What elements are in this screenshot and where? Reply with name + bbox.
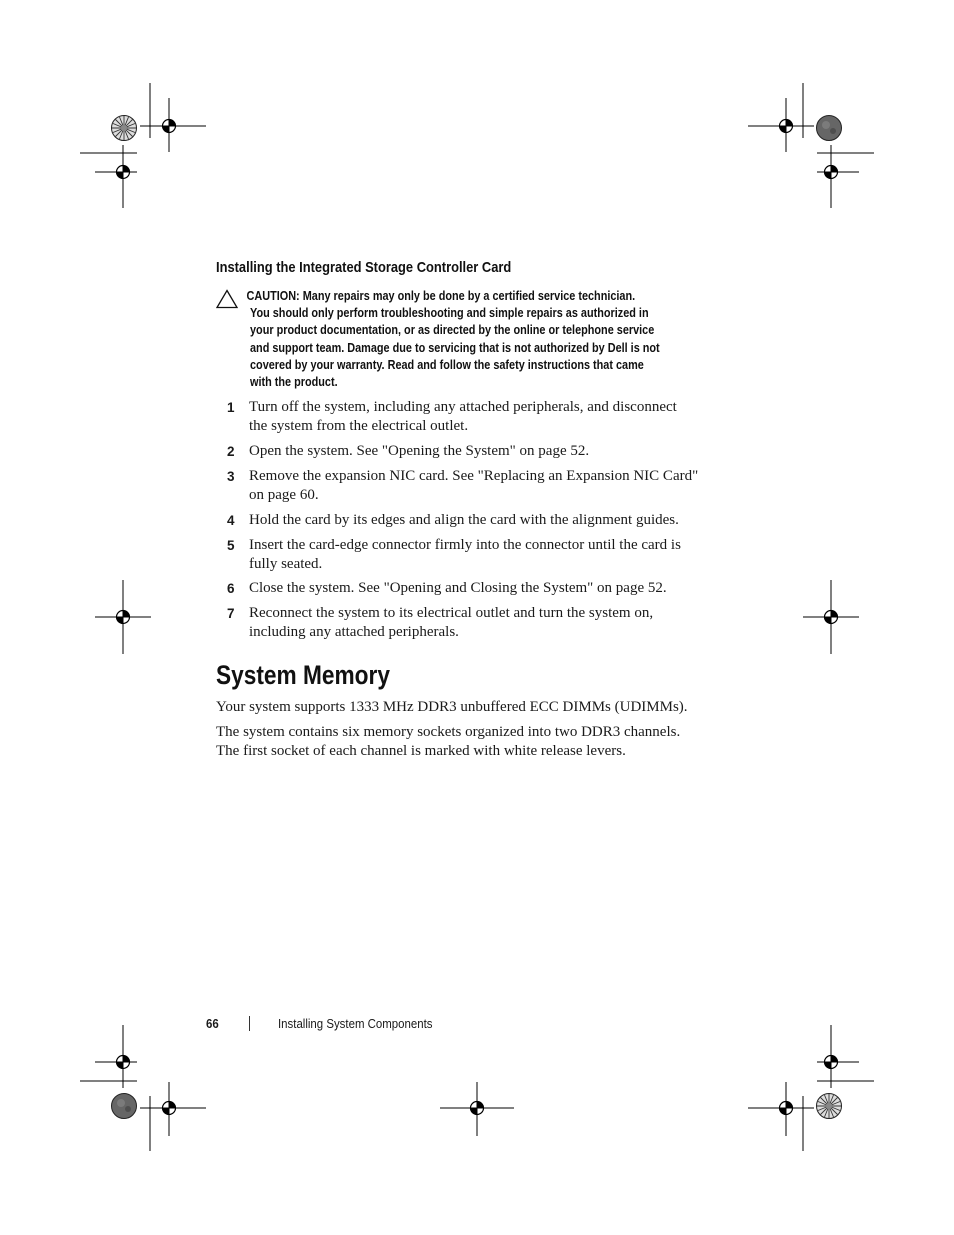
- step-number: 4: [227, 513, 235, 528]
- step-text: Remove the expansion NIC card. See "Replacing an Expansion NIC Card" on page 60.: [249, 468, 699, 503]
- caution-line: CAUTION: Many repairs may only be done by a certified service technician.: [246, 289, 636, 303]
- body-paragraph: Your system supports 1333 MHz DDR3 unbuffered ECC DIMMs (UDIMMs).: [216, 699, 688, 715]
- step-number: 5: [227, 538, 235, 553]
- step-number: 7: [227, 606, 235, 621]
- caution-line: You should only perform troubleshooting and simple repairs as authorized in: [250, 306, 649, 321]
- color-target-icon: [817, 116, 842, 141]
- caution-label: CAUTION:: [246, 289, 300, 303]
- page-number: 66: [206, 1016, 219, 1031]
- section-heading: Installing the Integrated Storage Controller Card: [216, 259, 512, 276]
- caution-text: [246, 288, 660, 391]
- step-text: Close the system. See "Opening and Closing the System" on page 52.: [249, 580, 667, 596]
- caution-line: with the product.: [250, 375, 338, 390]
- step-text: Insert the card-edge connector firmly into the connector until the card is fully seated.: [249, 537, 681, 572]
- color-target-icon: [112, 1094, 137, 1119]
- body-paragraph: The system contains six memory sockets organized into two DDR3 channels. The first socket of each channel is marked with white release levers.: [216, 724, 681, 759]
- caution-line: covered by your warranty. Read and follow the safety instructions that came: [250, 357, 644, 372]
- section-title: System Memory: [216, 660, 390, 690]
- step-text: Open the system. See "Opening the System" on page 52.: [249, 443, 590, 459]
- footer-divider: [249, 1016, 250, 1031]
- star-target-icon: [112, 116, 137, 141]
- step-text: Turn off the system, including any attached peripherals, and disconnect the system from the electrical outlet.: [249, 399, 677, 434]
- step-number: 6: [227, 581, 235, 596]
- footer-chapter-title: Installing System Components: [278, 1016, 433, 1031]
- step-number: 3: [227, 469, 235, 484]
- step-text: Reconnect the system to its electrical outlet and turn the system on, including any attached peripherals.: [249, 605, 654, 640]
- star-target-icon: [817, 1094, 842, 1119]
- caution-line: and support team. Damage due to servicing that is not authorized by Dell is not: [250, 340, 660, 355]
- step-number: 2: [227, 444, 235, 459]
- caution-line: your product documentation, or as directed by the online or telephone service: [250, 323, 655, 338]
- caution-triangle-icon: [216, 289, 238, 309]
- step-number: 1: [227, 400, 235, 415]
- step-text: Hold the card by its edges and align the card with the alignment guides.: [249, 512, 679, 528]
